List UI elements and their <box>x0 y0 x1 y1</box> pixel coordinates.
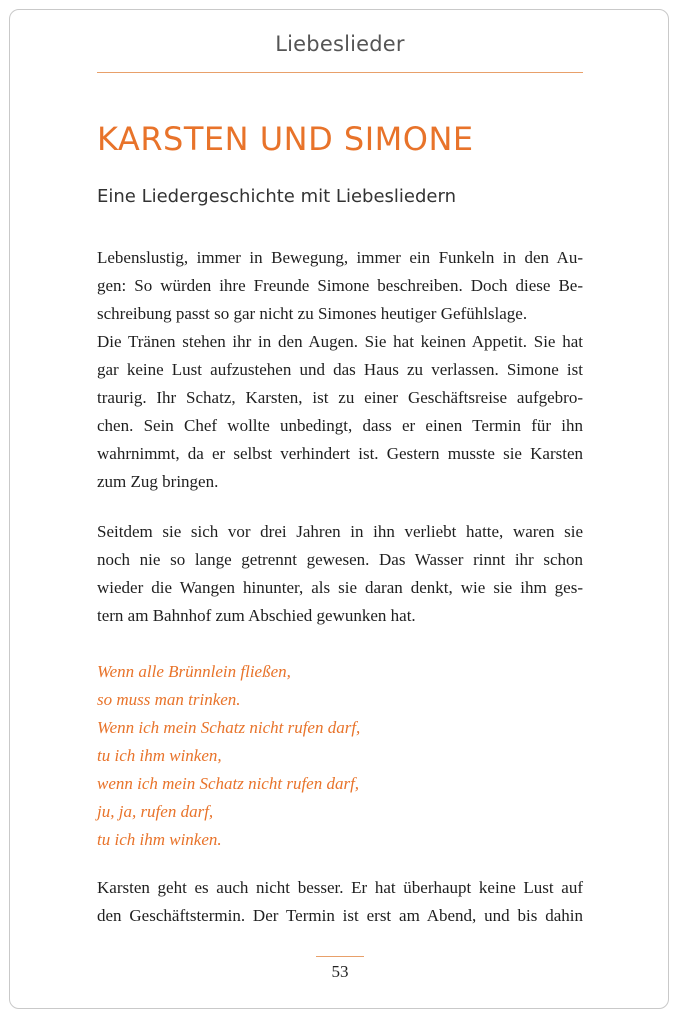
text-line: schreibung passt so gar nicht zu Simones heutiger Gefühlslage. <box>97 304 528 323</box>
text-line: zum Zug bringen. <box>97 472 219 491</box>
text-line: Seitdem sie sich vor drei Jahren in ihn verliebt hatte, waren sie <box>97 522 583 541</box>
song-lyrics <box>97 658 583 854</box>
lyric-line: tu ich ihm winken, <box>97 746 222 765</box>
page-frame <box>9 9 669 1009</box>
chapter-title: KARSTEN UND SIMONE <box>97 120 474 158</box>
text-line: traurig. Ihr Schatz, Karsten, ist zu einer Geschäftsreise aufgebro- <box>97 388 583 407</box>
header-rule <box>97 72 583 73</box>
lyric-line: tu ich ihm winken. <box>97 830 222 849</box>
running-head: Liebeslieder <box>275 32 405 56</box>
paragraph-2 <box>97 518 583 630</box>
lyric-line: wenn ich mein Schatz nicht rufen darf, <box>97 774 360 793</box>
text-line: den Geschäftstermin. Der Termin ist erst am Abend, und bis dahin <box>97 906 583 925</box>
text-line: Karsten geht es auch nicht besser. Er hat überhaupt keine Lust auf <box>97 878 583 897</box>
paragraph-3 <box>97 874 583 930</box>
chapter-subtitle: Eine Liedergeschichte mit Liebesliedern <box>97 186 456 207</box>
text-line: chen. Sein Chef wollte unbedingt, dass er einen Termin für ihn <box>97 416 583 435</box>
text-line: Lebenslustig, immer in Bewegung, immer ein Funkeln in den Au- <box>97 248 583 267</box>
text-line: gen: So würden ihre Freunde Simone beschreiben. Doch diese Be- <box>97 276 583 295</box>
text-line: tern am Bahnhof zum Abschied gewunken hat. <box>97 606 416 625</box>
text-line: wahrnimmt, da er selbst verhindert ist. Gestern musste sie Karsten <box>97 444 583 463</box>
paragraph-1 <box>97 244 583 496</box>
text-line: wieder die Wangen hinunter, als sie daran denkt, wie sie ihm ges- <box>97 578 583 597</box>
lyric-line: Wenn ich mein Schatz nicht rufen darf, <box>97 718 361 737</box>
lyric-line: so muss man trinken. <box>97 690 241 709</box>
lyric-line: Wenn alle Brünnlein fließen, <box>97 662 291 681</box>
lyric-line: ju, ja, rufen darf, <box>97 802 214 821</box>
footer-rule <box>316 956 364 957</box>
text-line: Die Tränen stehen ihr in den Augen. Sie hat keinen Appetit. Sie hat <box>97 332 583 351</box>
text-line: gar keine Lust aufzustehen und das Haus zu verlassen. Simone ist <box>97 360 583 379</box>
page-number: 53 <box>331 962 349 981</box>
text-line: noch nie so lange getrennt gewesen. Das Wasser rinnt ihr schon <box>97 550 583 569</box>
